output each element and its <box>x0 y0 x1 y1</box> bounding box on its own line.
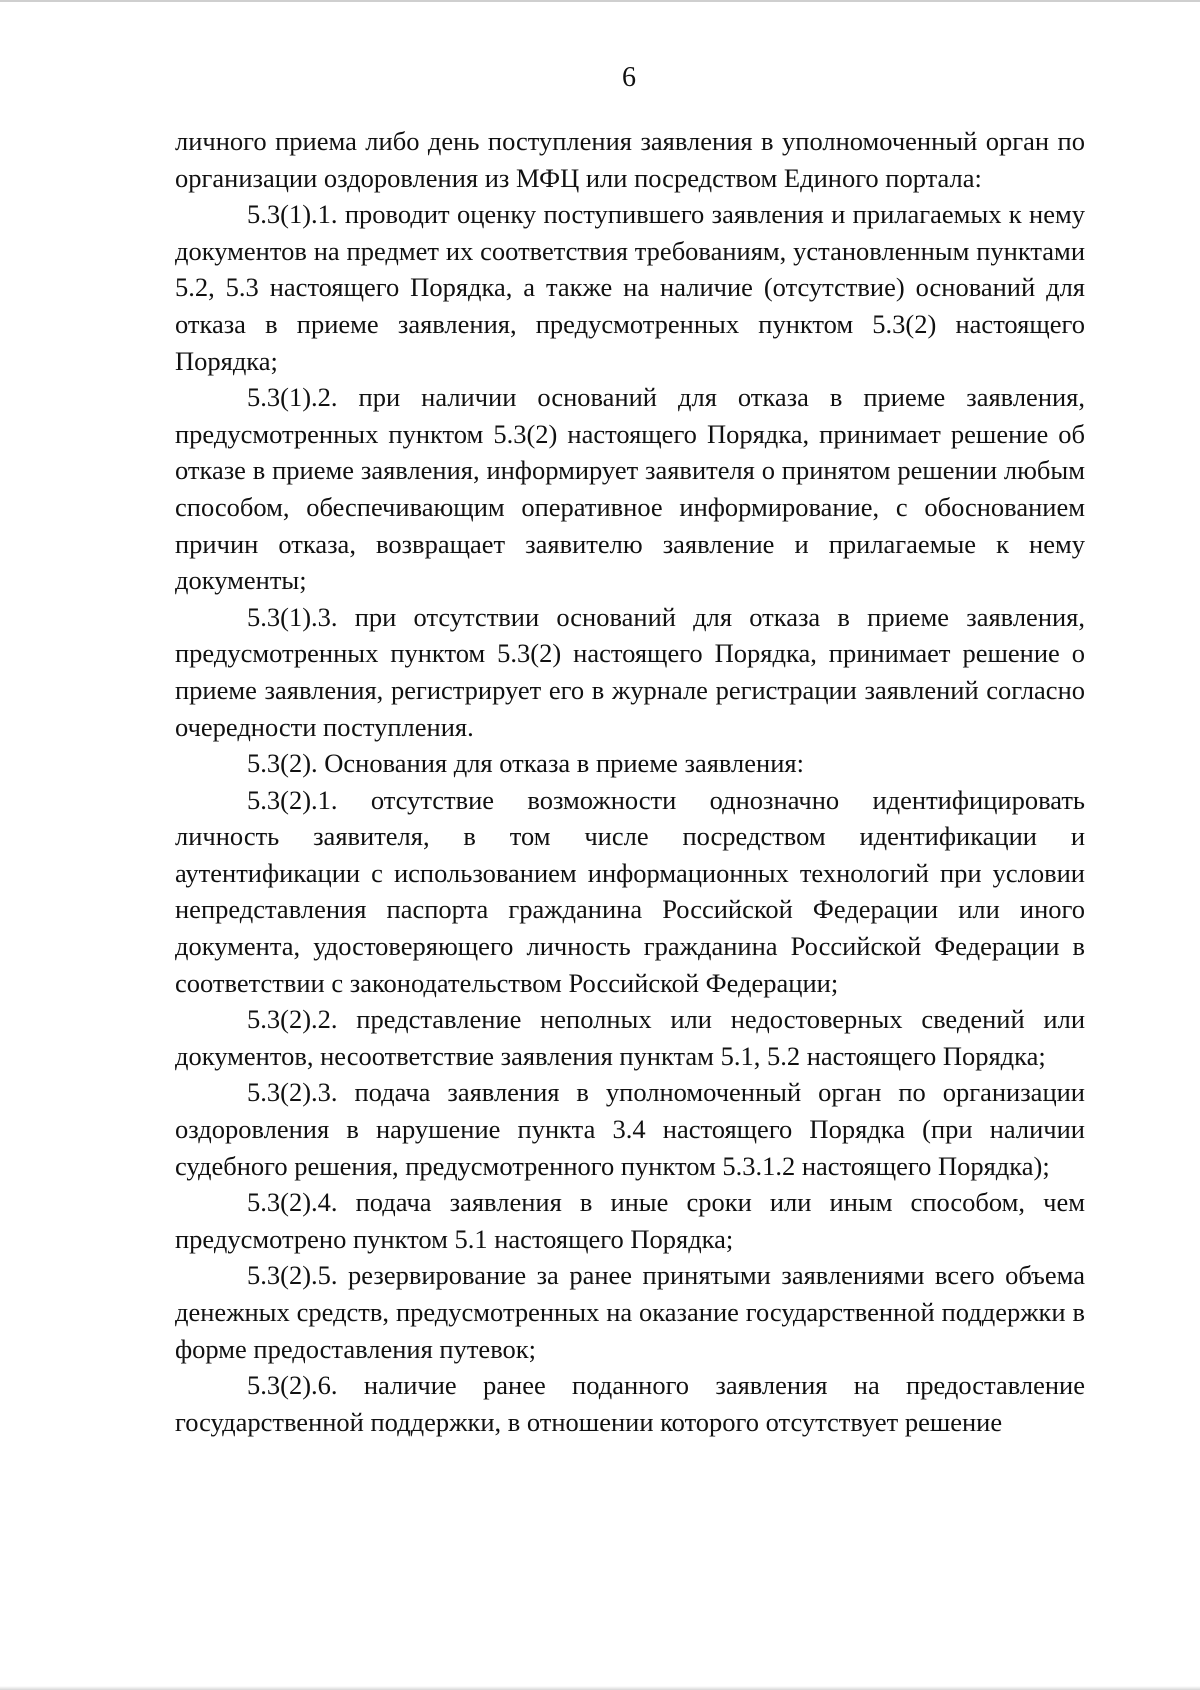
page-number: 6 <box>622 62 636 93</box>
paragraph-5-3-1-3: 5.3(1).3. при отсутствии оснований для отказа в приеме заявления, предусмотренных пунктом 5.3(2) настоящего Порядка, принимает решение о приеме заявления, регистрирует его в журнале регистрации заявлений согласно очередности поступления. <box>175 601 1085 742</box>
paragraph-5-3-2-3: 5.3(2).3. подача заявления в уполномоченный орган по организации оздоровления в нарушение пункта 3.4 настоящего Порядка (при наличии судебного решения, предусмотренного пунктом 5.3.1.2 настоящего Порядка); <box>175 1077 1085 1181</box>
paragraph-5-3-2-1: 5.3(2).1. отсутствие возможности однозначно идентифицировать личность заявителя, в том числе посредством идентификации и аутентификации с использованием информационных технологий при условии непредставления паспорта гражданина Российской Федерации или иного документа, удостоверяющего личность гражданина Российской Федерации в соответствии с законодательством Российской Федерации; <box>175 784 1085 998</box>
paragraph-intro-continuation: личного приема либо день поступления заявления в уполномоченный орган по организации оздоровления из МФЦ или посредством Единого портала: <box>175 126 1085 193</box>
paragraph-5-3-1-2: 5.3(1).2. при наличии оснований для отказа в приеме заявления, предусмотренных пунктом 5.3(2) настоящего Порядка, принимает решение об отказе в приеме заявления, информирует заявителя о принятом решении любым способом, обеспечивающим оперативное информирование, с обоснованием причин отказа, возвращает заявителю заявление и прилагаемые к нему документы; <box>175 382 1085 596</box>
scan-edge-bottom <box>0 1686 1200 1690</box>
paragraph-5-3-2-5: 5.3(2).5. резервирование за ранее принятыми заявлениями всего объема денежных средств, предусмотренных на оказание государственной поддержки в форме предоставления путевок; <box>175 1260 1085 1364</box>
paragraph-5-3-2-4: 5.3(2).4. подача заявления в иные сроки или иным способом, чем предусмотрено пунктом 5.1 настоящего Порядка; <box>175 1187 1085 1254</box>
paragraph-5-3-2-2: 5.3(2).2. представление неполных или недостоверных сведений или документов, несоответствие заявления пунктам 5.1, 5.2 настоящего Порядка; <box>175 1004 1085 1071</box>
paragraph-5-3-2: 5.3(2). Основания для отказа в приеме заявления: <box>247 748 804 779</box>
paragraph-5-3-1-1: 5.3(1).1. проводит оценку поступившего заявления и прилагаемых к нему документов на предмет их соответствия требованиям, установленным пунктами 5.2, 5.3 настоящего Порядка, а также на наличие (отсутствие) оснований для отказа в приеме заявления, предусмотренных пунктом 5.3(2) настоящего Порядка; <box>175 199 1085 376</box>
paragraph-5-3-2-6: 5.3(2).6. наличие ранее поданного заявления на предоставление государственной поддержки, в отношении которого отсутствует решение <box>175 1370 1085 1437</box>
scan-edge-top <box>0 0 1200 2</box>
document-body <box>175 123 1085 1440</box>
